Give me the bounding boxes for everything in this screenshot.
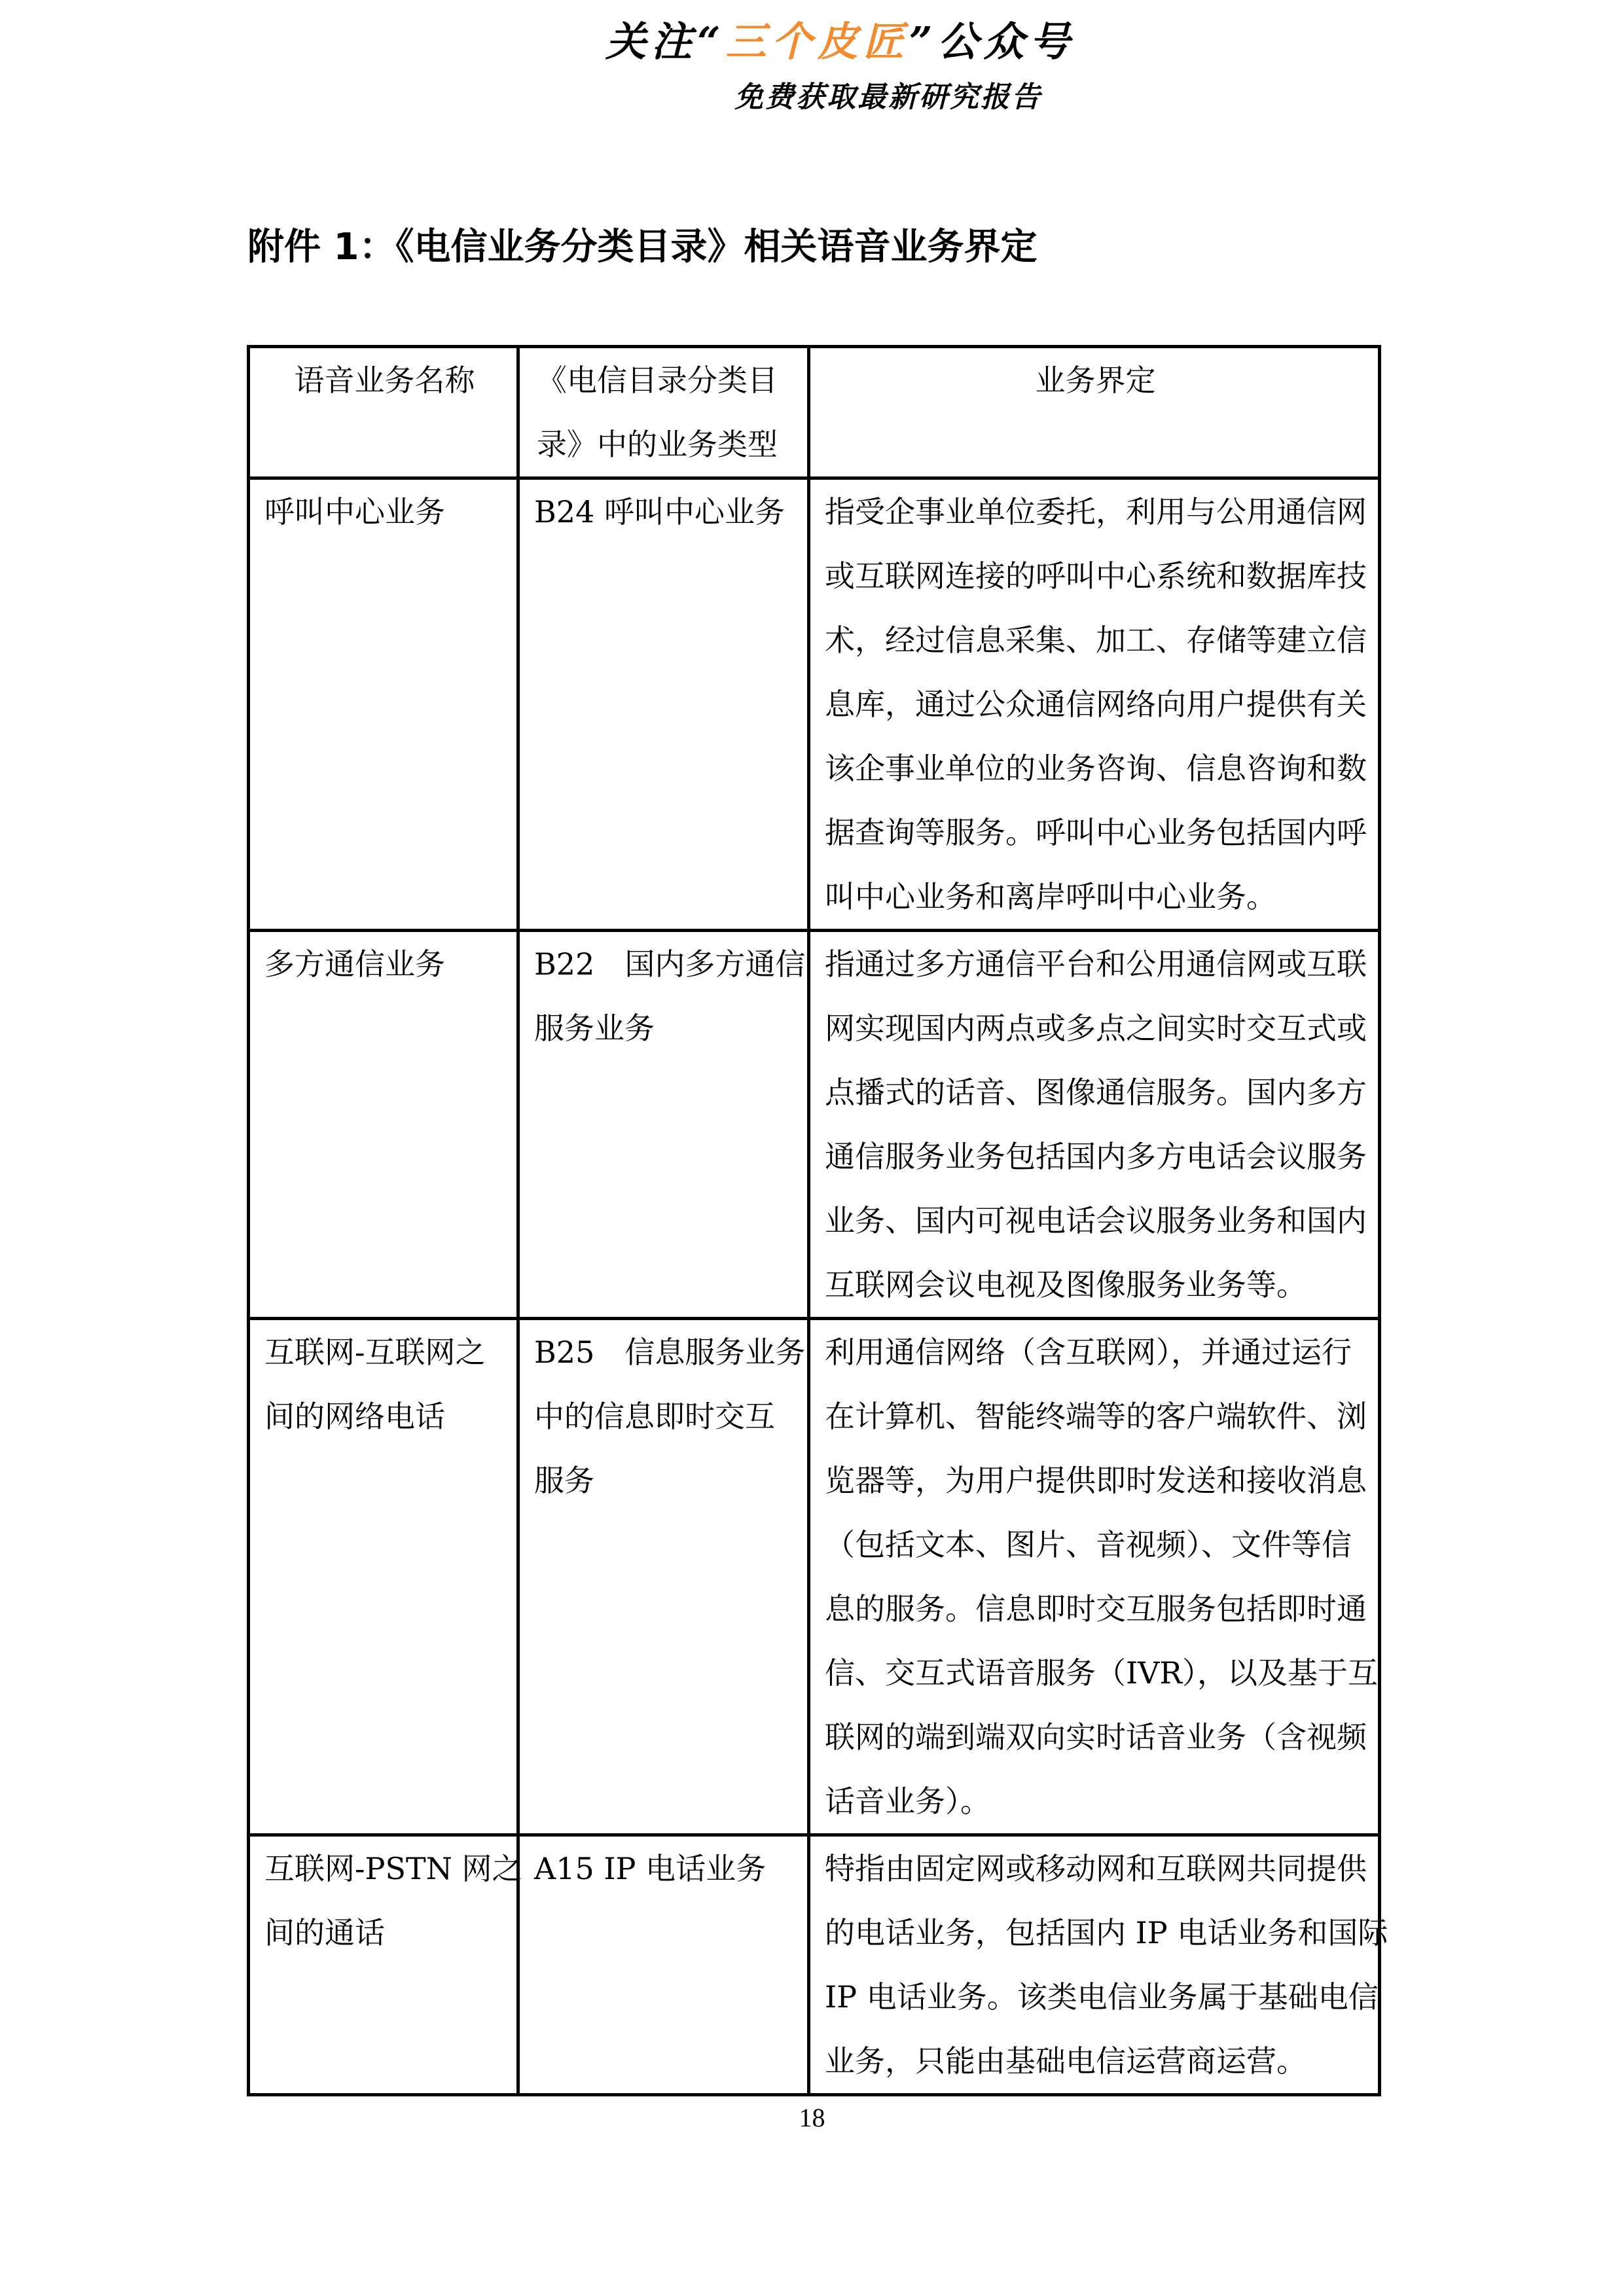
header-service-name: 语音业务名称 — [249, 347, 518, 478]
cell-service-name: 互联网-PSTN 网之 间的通话 — [249, 1835, 518, 2095]
header-catalog-type: 《电信目录分类目 录》中的业务类型 — [518, 347, 809, 478]
table-row — [249, 1835, 1380, 2095]
page-number: 18 — [799, 2103, 825, 2132]
table-row — [249, 478, 1380, 931]
cell-service-name: 多方通信业务 — [249, 931, 518, 1319]
cell-service-name: 呼叫中心业务 — [249, 478, 518, 931]
header-definition: 业务界定 — [809, 347, 1380, 478]
promo-suffix: ”公众号 — [909, 18, 1075, 65]
page-title: 附件 1：《电信业务分类目录》相关语音业务界定 — [247, 226, 1038, 268]
table-row — [249, 931, 1380, 1319]
cell-definition: 指通过多方通信平台和公用通信网或互联 网实现国内两点或多点之间实时交互式或 点播式的话音、图像通信服务。国内多方 通信服务业务包括国内多方电话会议服务 业务、国内可视电话会议服务业务和国内 互联网会议电视及图像服务业务等。 — [809, 931, 1380, 1319]
cell-catalog-type: B22 国内多方通信 服务业务 — [518, 931, 809, 1319]
table-row — [249, 1319, 1380, 1835]
promo-prefix: 关注“ — [605, 18, 726, 65]
cell-catalog-type: A15 IP 电话业务 — [518, 1835, 809, 2095]
cell-definition: 指受企事业单位委托，利用与公用通信网 或互联网连接的呼叫中心系统和数据库技 术，经过信息采集、加工、存储等建立信 息库，通过公众通信网络向用户提供有关 该企事业单位的业务咨询、信息咨询和数 据查询等服务。呼叫中心业务包括国内呼 叫中心业务和离岸呼叫中心业务。 — [809, 478, 1380, 931]
cell-catalog-type: B24 呼叫中心业务 — [518, 478, 809, 931]
table-header-row — [249, 347, 1380, 478]
voice-service-table — [247, 345, 1388, 2096]
cell-service-name: 互联网-互联网之 间的网络电话 — [249, 1319, 518, 1835]
cell-catalog-type: B25 信息服务业务 中的信息即时交互 服务 — [518, 1319, 809, 1835]
promo-banner-line2: 免费获取最新研究报告 — [734, 81, 1042, 114]
cell-definition: 特指由固定网或移动网和互联网共同提供 的电话业务，包括国内 IP 电话业务和国际 IP 电话业务。该类电信业务属于基础电信 业务，只能由基础电信运营商运营。 — [809, 1835, 1380, 2095]
promo-banner-line1 — [605, 16, 1075, 68]
cell-definition: 利用通信网络（含互联网），并通过运行 在计算机、智能终端等的客户端软件、浏 览器等，为用户提供即时发送和接收消息 （包括文本、图片、音视频）、文件等信 息的服务。信息即时交互服务包括即时通 信、交互式语音服务（IVR），以及基于互 联网的端到端双向实时话音业务（含视频 话音业务）。 — [809, 1319, 1380, 1835]
promo-highlight: 三个皮匠 — [725, 18, 909, 65]
